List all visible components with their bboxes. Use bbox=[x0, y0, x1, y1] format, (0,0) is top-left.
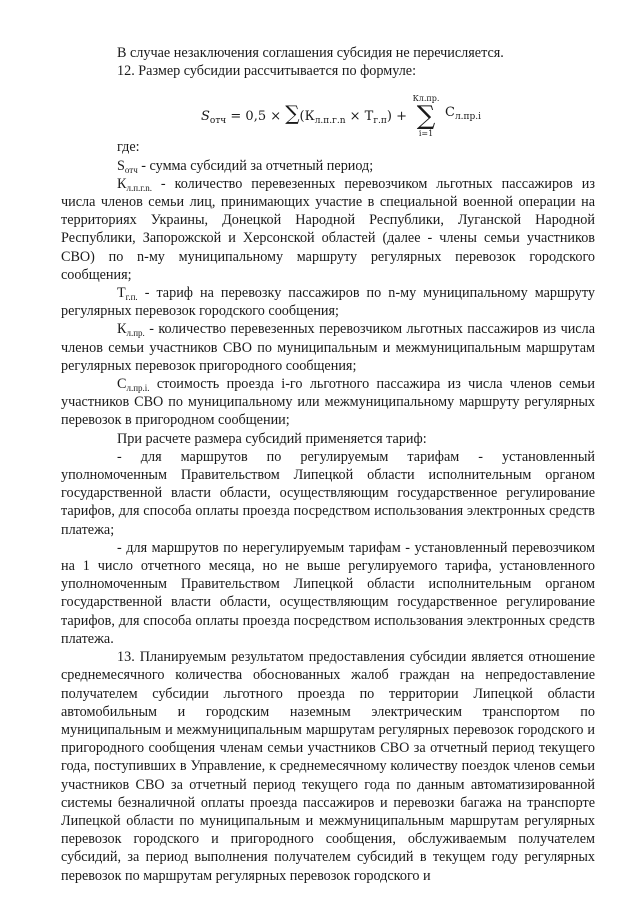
paragraph-s-definition bbox=[61, 157, 595, 175]
paragraph-item-12: 12. Размер субсидии рассчитывается по формуле: bbox=[117, 63, 417, 80]
formula-t-sub: г.п bbox=[373, 116, 387, 127]
formula-tail bbox=[445, 104, 481, 122]
k-city-symbol: К bbox=[117, 175, 127, 192]
formula-c-sub: л.пр.i bbox=[454, 112, 482, 123]
paragraph-where: где: bbox=[117, 139, 140, 156]
formula-sum-sign-1: ∑ bbox=[285, 101, 300, 126]
formula-eq: = 0,5 × bbox=[226, 109, 286, 125]
formula-lhs: S bbox=[201, 109, 210, 125]
c-definition-text: стоимость проезда i-го льготного пассажира из числа членов семьи участников СВО по муниципальному или межмуниципальному маршруту регулярных перевозок в пригородном сообщении; bbox=[61, 376, 595, 429]
k-suburban-symbol: К bbox=[117, 321, 127, 338]
formula-k-sub: л.п.г.n bbox=[314, 116, 346, 127]
document-body bbox=[61, 44, 595, 885]
t-symbol-sub: г.п. bbox=[125, 292, 138, 303]
k-suburban-symbol-sub: л.пр. bbox=[126, 328, 145, 339]
formula-sum2-lower: i=1 bbox=[418, 129, 434, 139]
k-city-definition-text: - количество перевезенных перевозчиком льготных пассажиров из числа членов семьи лиц, принимающих участие в специальной военной операции на территориях Украины, Донецкой Народной Республики, Луганской Народной Республики, Запорожской и Херсонской областей (далее - члены семьи участников СВО) по n-му муниципальному маршруту регулярных перевозок городского сообщения; bbox=[61, 175, 595, 283]
formula-sum-2 bbox=[406, 94, 446, 138]
formula-c: С bbox=[445, 105, 455, 121]
s-symbol-sub: отч bbox=[124, 164, 138, 175]
paragraph-item-13: 13. Планируемым результатом предоставления субсидии является отношение среднемесячного количества обоснованных жалоб граждан на непредоставление получателем субсидии льготного проезда по территории Липецкой области автомобильным и городским наземным электрическим транспортом по муниципальным и межмуниципальным маршрутам регулярных перевозок городского и пригородного сообщения членам семьи участников СВО за отчетный период текущего года, поступивших в Управление, к среднемесячному количеству поездок членов семьи участников СВО за отчетный период текущего года по данным автоматизированной системы безналичной оплаты проезда пассажиров и перевозки багажа на транспорте Липецкой области по муниципальным и межмуниципальным маршрутам регулярных перевозок городского и пригородного сообщения, обслуживаемым получателем субсидий, за период выполнения получателем субсидий в текущем году регулярных перевозок по маршрутам регулярных перевозок городского и bbox=[61, 649, 595, 884]
paragraph-k-city-definition bbox=[61, 175, 595, 284]
s-definition-text: - сумма субсидий за отчетный период; bbox=[137, 157, 374, 174]
c-symbol: С bbox=[117, 376, 127, 393]
k-city-symbol-sub: л.п.г.n. bbox=[126, 182, 152, 193]
paragraph-t-definition bbox=[61, 284, 595, 320]
paragraph-k-suburban-definition bbox=[61, 320, 595, 375]
paragraph-c-definition bbox=[61, 375, 595, 430]
t-definition-text: - тариф на перевозку пассажиров по n-му муниципальному маршруту регулярных перевозок городского сообщения; bbox=[61, 285, 595, 320]
paragraph-regulated-tariff: - для маршрутов по регулируемым тарифам - установленный уполномоченным Правительством Липецкой области исполнительным органом государственной власти области, осуществляющим государственное регулирование тарифов, для способа оплаты проезда посредством использования электронных средств платежа; bbox=[61, 448, 595, 538]
s-symbol: S bbox=[117, 157, 125, 174]
formula-mul: × Т bbox=[345, 109, 374, 125]
subsidy-formula bbox=[61, 80, 595, 138]
formula-open: (К bbox=[299, 109, 315, 125]
paragraph-tariff-intro: При расчете размера субсидий применяется тариф: bbox=[117, 430, 427, 447]
paragraph-unregulated-tariff: - для маршрутов по нерегулируемым тарифам - установленный перевозчиком на 1 число отчетного месяца, но не выше регулируемого тарифа, установленного уполномоченным Правительством Липецкой области исполнительным органом государственной власти области, осуществляющим государственное регулирование тарифов, для способа оплаты проезда посредством использования электронных средств платежа. bbox=[61, 539, 595, 647]
formula-sum2-upper: Кл.пр. bbox=[412, 94, 440, 104]
c-symbol-sub: л.пр.i. bbox=[126, 383, 150, 394]
k-suburban-definition-text: - количество перевезенных перевозчиком льготных пассажиров из числа членов семьи участников СВО по муниципальным и межмуниципальным маршрутам регулярных перевозок пригородного сообщения; bbox=[61, 321, 595, 374]
formula-sum-sign-2: ∑ bbox=[416, 101, 436, 132]
formula-close: ) + bbox=[386, 109, 408, 125]
paragraph-no-agreement: В случае незаключения соглашения субсидия не перечисляется. bbox=[117, 45, 504, 61]
formula-lhs-sub: отч bbox=[209, 116, 227, 127]
t-symbol: Т bbox=[117, 285, 126, 302]
formula-main bbox=[201, 101, 408, 127]
